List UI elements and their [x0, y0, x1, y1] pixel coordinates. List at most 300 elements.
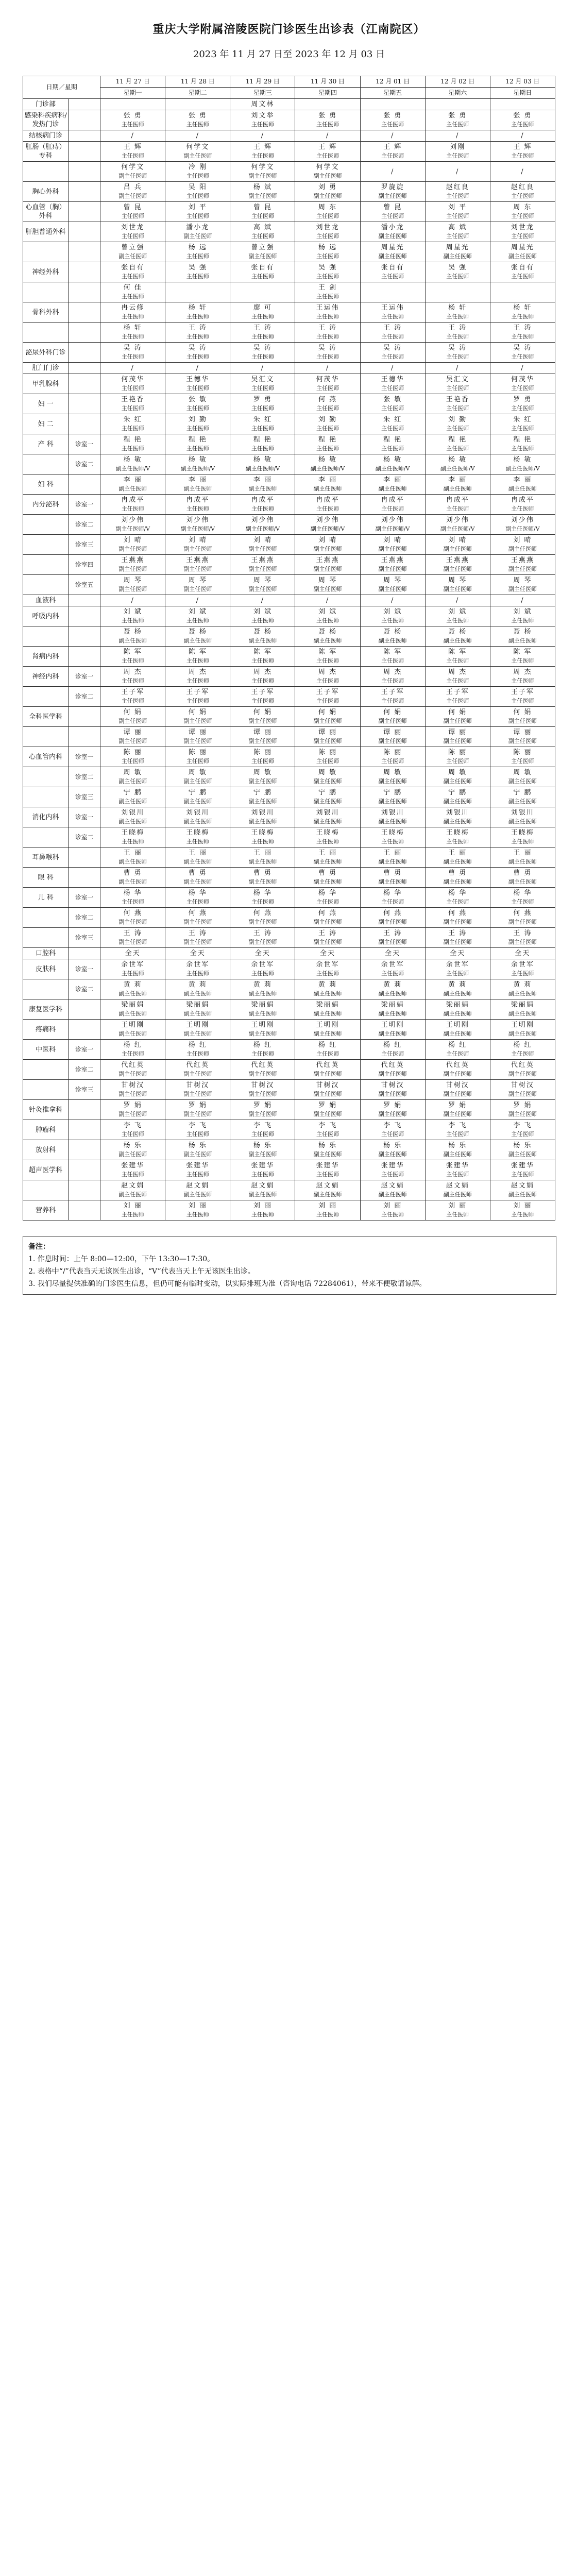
doctor-name: 王 丽	[188, 849, 207, 857]
doctor-name: 刘世龙	[316, 224, 339, 231]
doctor-name: 王 辉	[253, 143, 272, 151]
doctor-name: 余世军	[511, 961, 534, 969]
doctor-name: 王晓梅	[316, 829, 339, 837]
doctor-title: 副主任医师	[508, 566, 537, 572]
doctor-name: 杨 乐	[123, 1142, 142, 1149]
doctor-cell	[490, 827, 555, 848]
doctor-name: 刘 平	[448, 204, 467, 211]
doctor-cell	[295, 848, 360, 868]
doctor-cell	[165, 515, 230, 535]
doctor-name: 全天	[320, 950, 336, 957]
doctor-name: 罗 娟	[383, 1101, 402, 1109]
clinic-room-cell	[69, 222, 100, 242]
doctor-cell	[295, 495, 360, 515]
department-cell	[23, 454, 69, 474]
doctor-name: 张 勇	[318, 112, 337, 120]
doctor-name: /	[196, 132, 199, 140]
doctor-name: 王燕燕	[316, 556, 339, 564]
doctor-title: 副主任医师	[443, 1111, 472, 1117]
doctor-cell	[360, 1100, 425, 1120]
doctor-title: 主任医师	[251, 838, 274, 845]
doctor-cell	[295, 1200, 360, 1221]
doctor-cell	[165, 999, 230, 1020]
doctor-title: 主任医师	[251, 233, 274, 240]
clinic-room-cell	[69, 1100, 100, 1120]
doctor-cell	[295, 888, 360, 908]
doctor-name: 何 燕	[123, 909, 142, 917]
doctor-name: 谭 丽	[318, 728, 337, 736]
doctor-name: 周 敏	[318, 769, 337, 776]
doctor-name: 周 琴	[448, 577, 467, 584]
doctor-cell	[295, 202, 360, 222]
doctor-cell	[425, 222, 490, 242]
doctor-cell	[295, 363, 360, 374]
doctor-title: 主任医师	[511, 899, 534, 905]
doctor-cell	[490, 1080, 555, 1100]
doctor-title: 主任医师	[511, 657, 534, 664]
doctor-name: 刘银川	[446, 809, 469, 817]
doctor-cell	[165, 959, 230, 979]
doctor-cell	[490, 1120, 555, 1140]
doctor-cell	[490, 1160, 555, 1180]
doctor-title: 副主任医师	[183, 778, 212, 785]
doctor-title: 副主任医师	[118, 485, 147, 492]
doctor-title: 主任医师	[121, 213, 144, 219]
doctor-name: 吴 强	[188, 264, 207, 272]
doctor-title: 主任医师	[511, 193, 534, 199]
doctor-name: 王子军	[446, 688, 469, 696]
doctor-cell	[490, 262, 555, 282]
doctor-title: 副主任医师	[248, 193, 277, 199]
doctor-name: 吴 涛	[188, 344, 207, 352]
doctor-cell	[295, 474, 360, 495]
doctor-cell	[295, 595, 360, 606]
doctor-name: 周 杰	[123, 668, 142, 676]
department-cell: 内分泌科	[23, 495, 69, 515]
doctor-title: 副主任医师	[313, 193, 342, 199]
department-cell: 神经内科	[23, 667, 69, 687]
doctor-cell	[100, 948, 165, 959]
schedule-row	[23, 767, 555, 787]
doctor-cell	[425, 414, 490, 434]
department-cell	[23, 162, 69, 182]
clinic-room-cell: 诊室一	[69, 959, 100, 979]
doctor-name: 杨 乐	[188, 1142, 207, 1149]
doctor-cell	[230, 242, 295, 262]
doctor-cell	[490, 414, 555, 434]
doctor-title: 副主任医师	[313, 1091, 342, 1097]
doctor-title: 副主任医师	[118, 173, 147, 179]
clinic-room-cell: 诊室一	[69, 495, 100, 515]
doctor-cell	[425, 606, 490, 626]
doctor-title: 副主任医师	[183, 1010, 212, 1017]
doctor-cell	[100, 1120, 165, 1140]
doctor-title: 副主任医师	[118, 1010, 147, 1017]
doctor-title: 副主任医师/V	[375, 526, 410, 532]
doctor-title: 副主任医师	[313, 990, 342, 997]
doctor-name: 杨 轩	[513, 304, 532, 312]
doctor-name: 罗旋旋	[381, 183, 404, 191]
doctor-title: 副主任医师	[248, 485, 277, 492]
doctor-name: 何学文	[251, 163, 275, 171]
doctor-cell	[360, 999, 425, 1020]
doctor-cell	[490, 1140, 555, 1160]
doctor-cell	[295, 1080, 360, 1100]
doctor-name: 李 飞	[448, 1122, 467, 1129]
doctor-title: 主任医师	[511, 838, 534, 845]
schedule-row	[23, 1080, 555, 1100]
doctor-cell	[360, 928, 425, 948]
doctor-name: 张建华	[316, 1162, 339, 1170]
header-date: 12 月 03 日	[490, 76, 555, 88]
doctor-name: 张自有	[251, 264, 275, 272]
doctor-title: 副主任医师	[508, 1151, 537, 1158]
doctor-cell	[100, 495, 165, 515]
doctor-cell	[295, 434, 360, 454]
doctor-cell	[165, 727, 230, 747]
doctor-title: 副主任医师	[183, 152, 212, 159]
doctor-cell	[360, 182, 425, 202]
doctor-cell	[425, 767, 490, 787]
doctor-title: 副主任医师	[508, 818, 537, 825]
doctor-name: 梁丽娟	[186, 1001, 210, 1009]
doctor-title: 主任医师	[121, 838, 144, 845]
doctor-title: 副主任医师	[508, 546, 537, 552]
department-cell: 感染科疾病科/发热门诊	[23, 110, 69, 130]
doctor-title: 主任医师	[446, 313, 469, 320]
doctor-title: 副主任医师	[378, 193, 407, 199]
doctor-name: 刘 晴	[383, 536, 402, 544]
doctor-cell	[165, 1100, 230, 1120]
doctor-name: 王子军	[511, 688, 534, 696]
doctor-cell	[490, 1060, 555, 1080]
doctor-cell	[100, 414, 165, 434]
doctor-cell	[295, 747, 360, 767]
doctor-cell	[100, 1080, 165, 1100]
doctor-title: 副主任医师	[118, 878, 147, 885]
doctor-cell	[360, 242, 425, 262]
doctor-cell	[425, 747, 490, 767]
doctor-cell	[100, 606, 165, 626]
doctor-name: 吴 涛	[448, 344, 467, 352]
department-cell	[23, 687, 69, 707]
doctor-title: 副主任医师	[508, 858, 537, 865]
doctor-name: 刘 斌	[448, 608, 467, 616]
doctor-cell	[295, 99, 360, 110]
clinic-room-cell	[69, 626, 100, 647]
doctor-name: 刘 晴	[253, 536, 272, 544]
doctor-name: 王 涛	[448, 324, 467, 332]
doctor-name: 张 勇	[448, 112, 467, 120]
doctor-cell	[295, 807, 360, 827]
doctor-cell	[490, 707, 555, 727]
doctor-name: 谭 丽	[383, 728, 402, 736]
doctor-cell	[490, 1040, 555, 1060]
doctor-title: 副主任医师	[118, 778, 147, 785]
doctor-cell	[490, 848, 555, 868]
doctor-cell	[165, 1180, 230, 1200]
department-cell	[23, 1080, 69, 1100]
doctor-name: /	[131, 597, 134, 604]
doctor-name: 赵文娟	[251, 1182, 275, 1190]
doctor-cell	[295, 767, 360, 787]
doctor-cell	[295, 606, 360, 626]
schedule-row	[23, 747, 555, 767]
doctor-cell	[360, 707, 425, 727]
doctor-cell	[100, 454, 165, 474]
doctor-cell	[100, 1200, 165, 1221]
doctor-title: 主任医师	[446, 152, 469, 159]
doctor-title: 副主任医师	[443, 1030, 472, 1037]
doctor-name: 刘银川	[121, 809, 145, 817]
doctor-cell	[230, 1180, 295, 1200]
schedule-row	[23, 1020, 555, 1040]
doctor-cell	[230, 868, 295, 888]
doctor-name: 周 东	[513, 204, 532, 211]
doctor-title: 主任医师	[446, 445, 469, 452]
doctor-title: 副主任医师	[313, 939, 342, 945]
doctor-cell	[230, 262, 295, 282]
doctor-name: 王燕燕	[381, 556, 404, 564]
doctor-title: 副主任医师	[508, 586, 537, 592]
clinic-room-cell	[69, 647, 100, 667]
doctor-title: 主任医师	[511, 1131, 534, 1138]
doctor-title: 副主任医师	[378, 546, 407, 552]
doctor-cell	[295, 262, 360, 282]
doctor-title: 主任医师	[316, 1131, 339, 1138]
doctor-name: 李 丽	[123, 476, 142, 484]
doctor-cell	[165, 535, 230, 555]
schedule-row	[23, 1200, 555, 1221]
doctor-cell	[295, 647, 360, 667]
doctor-title: 主任医师	[381, 121, 404, 128]
doctor-title: 主任医师	[446, 233, 469, 240]
notes-line: 2. 表格中“/”代表当天无该医生出诊，“V”代表当天上午无该医生出诊。	[28, 1267, 255, 1276]
doctor-title: 主任医师	[251, 617, 274, 624]
doctor-cell	[425, 1020, 490, 1040]
doctor-cell	[425, 1140, 490, 1160]
doctor-cell	[425, 142, 490, 162]
doctor-title: 主任医师	[381, 617, 404, 624]
doctor-cell	[425, 1060, 490, 1080]
doctor-title: 副主任医师	[183, 798, 212, 805]
doctor-cell	[230, 343, 295, 363]
doctor-cell	[425, 535, 490, 555]
doctor-title: 副主任医师	[378, 939, 407, 945]
doctor-title: 主任医师	[121, 385, 144, 392]
doctor-name: 何 娟	[448, 708, 467, 716]
doctor-cell	[490, 959, 555, 979]
doctor-name: 杨 红	[253, 1041, 272, 1049]
doctor-title: 主任医师	[121, 313, 144, 320]
doctor-name: /	[196, 364, 199, 372]
doctor-cell	[100, 767, 165, 787]
doctor-title: 副主任医师	[183, 718, 212, 724]
clinic-room-cell	[69, 110, 100, 130]
doctor-cell	[295, 1040, 360, 1060]
doctor-title: 副主任医师	[118, 939, 147, 945]
department-cell: 泌尿外科门诊	[23, 343, 69, 363]
doctor-cell	[165, 99, 230, 110]
doctor-cell	[100, 626, 165, 647]
doctor-name: 罗 娟	[318, 1101, 337, 1109]
doctor-title: 主任医师	[121, 1171, 144, 1178]
doctor-title: 副主任医师	[443, 718, 472, 724]
doctor-name: 何 燕	[383, 909, 402, 917]
doctor-name: 吴 阳	[188, 183, 207, 191]
doctor-title: 主任医师	[446, 121, 469, 128]
doctor-title: 主任医师	[446, 677, 469, 684]
doctor-title: 副主任医师	[248, 1071, 277, 1077]
doctor-name: 赵文娟	[316, 1182, 339, 1190]
schedule-row	[23, 130, 555, 142]
doctor-title: 主任医师	[186, 253, 209, 260]
doctor-name: 张 勇	[383, 112, 402, 120]
schedule-row	[23, 1140, 555, 1160]
doctor-name: 张自有	[511, 264, 534, 272]
doctor-name: 余世军	[446, 961, 469, 969]
doctor-title: 主任医师	[316, 758, 339, 765]
doctor-cell	[490, 343, 555, 363]
doctor-title: 主任医师	[251, 970, 274, 977]
doctor-title: 主任医师	[446, 617, 469, 624]
schedule-row	[23, 928, 555, 948]
doctor-title: 副主任医师	[118, 1151, 147, 1158]
doctor-title: 主任医师	[381, 970, 404, 977]
doctor-name: 王燕燕	[251, 556, 275, 564]
doctor-name: /	[326, 132, 330, 140]
doctor-title: 副主任医师	[443, 546, 472, 552]
doctor-title: 主任医师	[381, 445, 404, 452]
doctor-cell	[425, 323, 490, 343]
doctor-cell	[360, 787, 425, 807]
doctor-cell	[100, 434, 165, 454]
doctor-cell	[165, 130, 230, 142]
doctor-cell	[425, 928, 490, 948]
doctor-cell	[360, 414, 425, 434]
doctor-name: 吴汇文	[251, 376, 275, 383]
doctor-cell	[100, 555, 165, 575]
doctor-cell	[100, 928, 165, 948]
doctor-cell	[100, 1040, 165, 1060]
header-weekday: 星期六	[425, 88, 490, 99]
doctor-name: /	[326, 597, 330, 604]
doctor-name: /	[261, 132, 265, 140]
doctor-cell	[360, 515, 425, 535]
doctor-cell	[165, 687, 230, 707]
doctor-title: 副主任医师/V	[375, 465, 410, 472]
department-cell: 胸心外科	[23, 182, 69, 202]
doctor-name: /	[456, 132, 460, 140]
clinic-room-cell	[69, 999, 100, 1020]
doctor-cell	[100, 182, 165, 202]
doctor-cell	[360, 747, 425, 767]
doctor-title: 副主任医师	[378, 485, 407, 492]
schedule-row	[23, 1040, 555, 1060]
doctor-cell	[490, 868, 555, 888]
doctor-title: 主任医师	[381, 313, 404, 320]
doctor-cell	[360, 727, 425, 747]
doctor-name: 曾立强	[251, 244, 275, 251]
doctor-title: 副主任医师/V	[440, 526, 475, 532]
doctor-title: 副主任医师	[378, 1191, 407, 1198]
doctor-cell	[360, 1020, 425, 1040]
doctor-name: 刘少伟	[251, 516, 275, 524]
department-cell: 康复医学科	[23, 999, 69, 1020]
doctor-title: 副主任医师	[313, 637, 342, 644]
doctor-cell	[360, 555, 425, 575]
doctor-title: 主任医师	[446, 1171, 469, 1178]
doctor-title: 主任医师	[251, 1171, 274, 1178]
doctor-name: 张自有	[381, 264, 404, 272]
doctor-title: 主任医师	[251, 333, 274, 340]
doctor-cell	[490, 747, 555, 767]
doctor-cell	[165, 474, 230, 495]
doctor-name: 何 娟	[383, 708, 402, 716]
clinic-room-cell: 诊室三	[69, 928, 100, 948]
notes-title: 备注：	[28, 1243, 50, 1251]
schedule-row	[23, 1060, 555, 1080]
doctor-name: 甘树汉	[121, 1081, 145, 1089]
doctor-title: 主任医师	[316, 121, 339, 128]
doctor-name: 杨 红	[513, 1041, 532, 1049]
doctor-cell	[490, 282, 555, 302]
doctor-cell	[100, 535, 165, 555]
doctor-name: 聂 杨	[383, 628, 402, 636]
doctor-title: 副主任医师	[443, 637, 472, 644]
doctor-title: 主任医师	[316, 657, 339, 664]
doctor-cell	[165, 1140, 230, 1160]
clinic-room-cell: 诊室二	[69, 1060, 100, 1080]
doctor-title: 副主任医师	[183, 485, 212, 492]
doctor-cell	[230, 535, 295, 555]
doctor-cell	[360, 130, 425, 142]
doctor-cell	[295, 515, 360, 535]
doctor-name: 王德华	[381, 376, 404, 383]
doctor-name: 王子军	[316, 688, 339, 696]
doctor-name: 王晓梅	[121, 829, 145, 837]
doctor-cell	[230, 454, 295, 474]
department-cell: 中医科	[23, 1040, 69, 1060]
department-cell: 神经外科	[23, 262, 69, 282]
doctor-name: 杨 红	[123, 1041, 142, 1049]
doctor-cell	[100, 727, 165, 747]
doctor-title: 主任医师	[251, 758, 274, 765]
doctor-name: 王明刚	[511, 1021, 534, 1029]
department-cell: 皮肤科	[23, 959, 69, 979]
doctor-cell	[100, 262, 165, 282]
doctor-name: 杨 华	[253, 889, 272, 897]
doctor-cell	[425, 130, 490, 142]
doctor-name: /	[456, 597, 460, 604]
doctor-cell	[165, 1200, 230, 1221]
doctor-name: 谭 丽	[123, 728, 142, 736]
doctor-cell	[165, 807, 230, 827]
doctor-cell	[490, 575, 555, 595]
doctor-cell	[165, 555, 230, 575]
doctor-title: 主任医师	[511, 353, 534, 360]
doctor-title: 副主任医师	[443, 1071, 472, 1077]
notes-line: 3. 我们尽量提供准确的门诊医生信息，但仍可能有临时变动，以实际排班为准（咨询电话 72284061），带来不便敬请谅解。	[28, 1280, 427, 1288]
doctor-name: 周 琴	[253, 577, 272, 584]
clinic-room-cell: 诊室二	[69, 454, 100, 474]
doctor-name: 冉成平	[446, 496, 469, 504]
doctor-cell	[425, 595, 490, 606]
doctor-title: 副主任医师	[378, 718, 407, 724]
doctor-name: 张建华	[511, 1162, 534, 1170]
doctor-cell	[425, 242, 490, 262]
doctor-name: 王子军	[186, 688, 210, 696]
